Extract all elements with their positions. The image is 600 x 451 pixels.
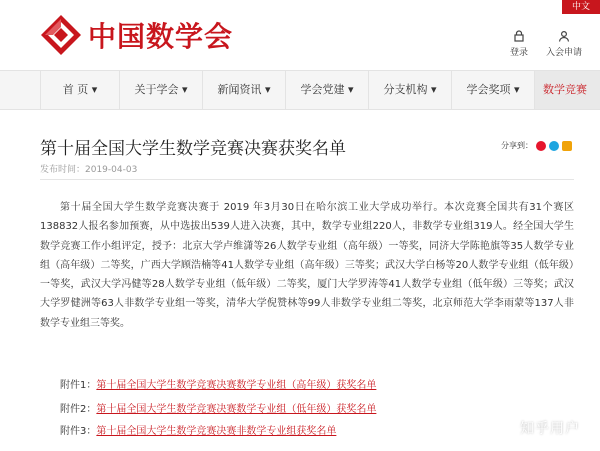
nav-item-competition[interactable]: 数学竞赛 — [535, 71, 600, 109]
attachment-label: 附件3： — [60, 426, 97, 437]
logo-diamond-icon — [40, 14, 82, 56]
nav-item-branches[interactable]: 分支机构 ▾ — [369, 71, 452, 109]
article-body: 第十届全国大学生数学竞赛决赛于 2019 年3月30日在哈尔滨工业大学成功举行。本次竞赛全国共有31个赛区138832人报名参加预赛，从中选拔出539人进入决赛，其中，数学专业组220人，非数学专业组319人。经全国大学生数学竞赛工作小组评定，授予：北京大学卢维潇等26人数学专业组（高年级）一等奖，同济大学陈艳旗等35人数学专业组（高年级）二等奖，广西大学顾浩楠等41人数学专业组（高年级）三等奖；武汉大学白杨等20人数学专业组（低年级）一等奖，武汉大学冯健等28人数学专业组（低年级）二等奖，厦门大学罗涛等41人数学专业组（低年级）三等奖；武汉大学罗健洲等63人非数学专业组一等奖，清华大学倪赞林等99人非数学专业组二等奖，北京师范大学李雨蒙等137人非数学专业组三等奖。 — [40, 202, 574, 329]
attachment-3 — [60, 422, 336, 437]
page-title: 第十届全国大学生数学竞赛决赛获奖名单 — [40, 139, 346, 159]
nav-item-about[interactable]: 关于学会 ▾ — [120, 71, 203, 109]
nav-item-news[interactable]: 新闻资讯 ▾ — [203, 71, 286, 109]
weibo-icon[interactable] — [536, 141, 546, 151]
site-header — [0, 0, 600, 68]
join-label: 入会申请 — [545, 48, 582, 58]
nav-item-awards[interactable]: 学会奖项 ▾ — [452, 71, 535, 109]
share-label: 分享到： — [501, 141, 533, 150]
logo-text: 中国数学会 — [88, 20, 234, 53]
publish-date: 发布时间：2019-04-03 — [40, 165, 138, 175]
attachment-label: 附件1： — [60, 380, 97, 391]
watermark: 知乎用户 — [520, 421, 580, 437]
attachment-1 — [60, 376, 376, 391]
attachment-link[interactable]: 第十届全国大学生数学竞赛决赛非数学专业组获奖名单 — [96, 426, 337, 437]
language-switch[interactable]: 中文 — [562, 0, 600, 14]
more-share-icon[interactable] — [562, 141, 572, 151]
attachment-link[interactable]: 第十届全国大学生数学竞赛决赛数学专业组（低年级）获奖名单 — [96, 404, 377, 415]
nav-item-home[interactable]: 首 页 ▾ — [40, 71, 120, 109]
join-button[interactable] — [546, 30, 582, 58]
user-icon — [558, 30, 570, 42]
attachment-2 — [60, 400, 376, 415]
main-nav — [0, 70, 600, 110]
site-logo[interactable] — [40, 14, 233, 56]
lock-icon — [513, 30, 525, 42]
share-bar — [501, 140, 572, 151]
user-actions — [510, 30, 582, 58]
attachment-label: 附件2： — [60, 404, 97, 415]
login-label: 登录 — [509, 48, 528, 58]
attachment-link[interactable]: 第十届全国大学生数学竞赛决赛数学专业组（高年级）获奖名单 — [96, 380, 377, 391]
nav-item-party[interactable]: 学会党建 ▾ — [286, 71, 369, 109]
login-button[interactable] — [510, 30, 528, 58]
divider — [40, 179, 574, 180]
qzone-icon[interactable] — [549, 141, 559, 151]
